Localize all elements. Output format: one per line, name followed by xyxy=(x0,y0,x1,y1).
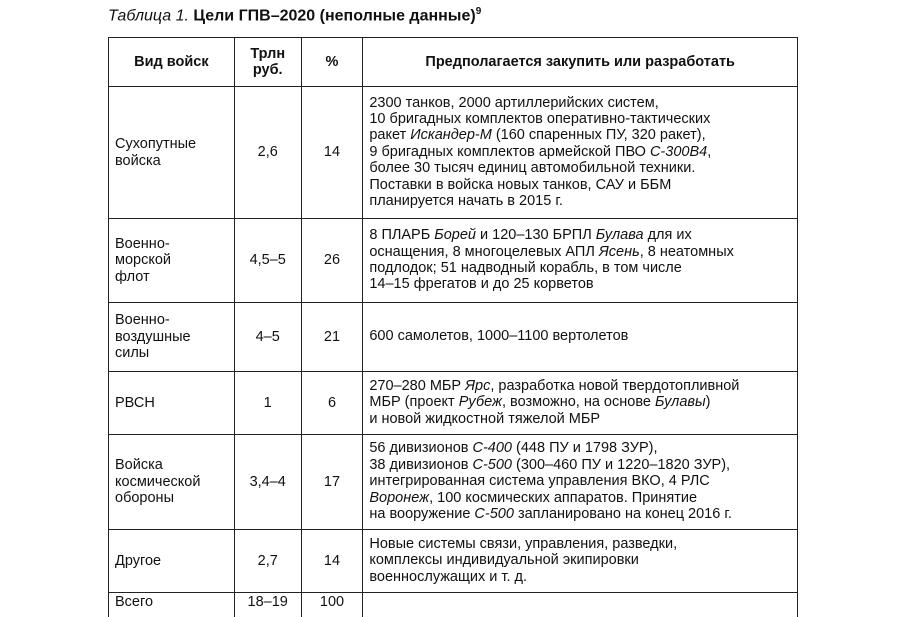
header-plan: Предполагается закупить или разработать xyxy=(363,38,798,87)
cell-branch: Военно- воздушные силы xyxy=(109,303,235,372)
cell-percent: 100 xyxy=(301,593,363,617)
cell-plan: 56 дивизионов С-400 (448 ПУ и 1798 ЗУР), 38 дивизионов С-500 (300–460 ПУ и 1220–1820 ЗУР), интегрированная система управления ВКО, 4 РЛС Воронеж, 100 космических аппаратов. Принятие на вооружение С-500 запланировано на конец 2016 г. xyxy=(363,435,798,530)
caption-title: Цели ГПВ–2020 (неполные данные) xyxy=(193,7,475,24)
cell-trln: 2,7 xyxy=(234,530,301,593)
caption-footnote-marker: 9 xyxy=(476,6,482,17)
table-row xyxy=(109,87,798,219)
table-row xyxy=(109,303,798,372)
table-header-row xyxy=(109,38,798,87)
cell-trln: 18–19 xyxy=(234,593,301,617)
cell-plan: 270–280 МБР Ярс, разработка новой твердотопливной МБР (проект Рубеж, возможно, на основе Булавы) и новой жидкостной тяжелой МБР xyxy=(363,372,798,435)
cell-plan: 8 ПЛАРБ Борей и 120–130 БРПЛ Булава для их оснащения, 8 многоцелевых АПЛ Ясень, 8 неатомных подлодок; 51 надводный корабль, в том числе 14–15 фрегатов и до 25 корветов xyxy=(363,219,798,303)
header-percent: % xyxy=(301,38,363,87)
table-row xyxy=(109,435,798,530)
cell-trln: 3,4–4 xyxy=(234,435,301,530)
cell-percent: 14 xyxy=(301,87,363,219)
table-row xyxy=(109,219,798,303)
cell-branch: Всего xyxy=(109,593,235,617)
cell-branch: Войска космической обороны xyxy=(109,435,235,530)
cell-percent: 17 xyxy=(301,435,363,530)
cell-plan: Новые системы связи, управления, разведки, комплексы индивидуальной экипировки военнослужащих и т. д. xyxy=(363,530,798,593)
cell-trln: 2,6 xyxy=(234,87,301,219)
cell-branch: Сухопутные войска xyxy=(109,87,235,219)
table-body xyxy=(109,87,798,617)
cell-branch: РВСН xyxy=(109,372,235,435)
cell-trln: 1 xyxy=(234,372,301,435)
table-caption xyxy=(108,6,481,25)
cell-percent: 6 xyxy=(301,372,363,435)
cell-plan xyxy=(363,593,798,617)
cell-trln: 4,5–5 xyxy=(234,219,301,303)
procurement-table xyxy=(108,37,798,617)
cell-percent: 14 xyxy=(301,530,363,593)
header-branch: Вид войск xyxy=(109,38,235,87)
header-trln: Трлн руб. xyxy=(234,38,301,87)
cell-percent: 26 xyxy=(301,219,363,303)
cell-branch: Другое xyxy=(109,530,235,593)
table-row xyxy=(109,530,798,593)
caption-lead: Таблица 1. xyxy=(108,7,189,24)
cell-percent: 21 xyxy=(301,303,363,372)
cell-branch: Военно- морской флот xyxy=(109,219,235,303)
cell-plan: 600 самолетов, 1000–1100 вертолетов xyxy=(363,303,798,372)
table-row xyxy=(109,372,798,435)
cell-trln: 4–5 xyxy=(234,303,301,372)
table-row xyxy=(109,593,798,617)
cell-plan: 2300 танков, 2000 артиллерийских систем, 10 бригадных комплектов оперативно-тактических ракет Искандер-М (160 спаренных ПУ, 320 ракет), 9 бригадных комплектов армейской ПВО С-300В4, более 30 тысяч единиц автомобильной техники. Поставки в войска новых танков, САУ и ББМ планируется начать в 2015 г. xyxy=(363,87,798,219)
